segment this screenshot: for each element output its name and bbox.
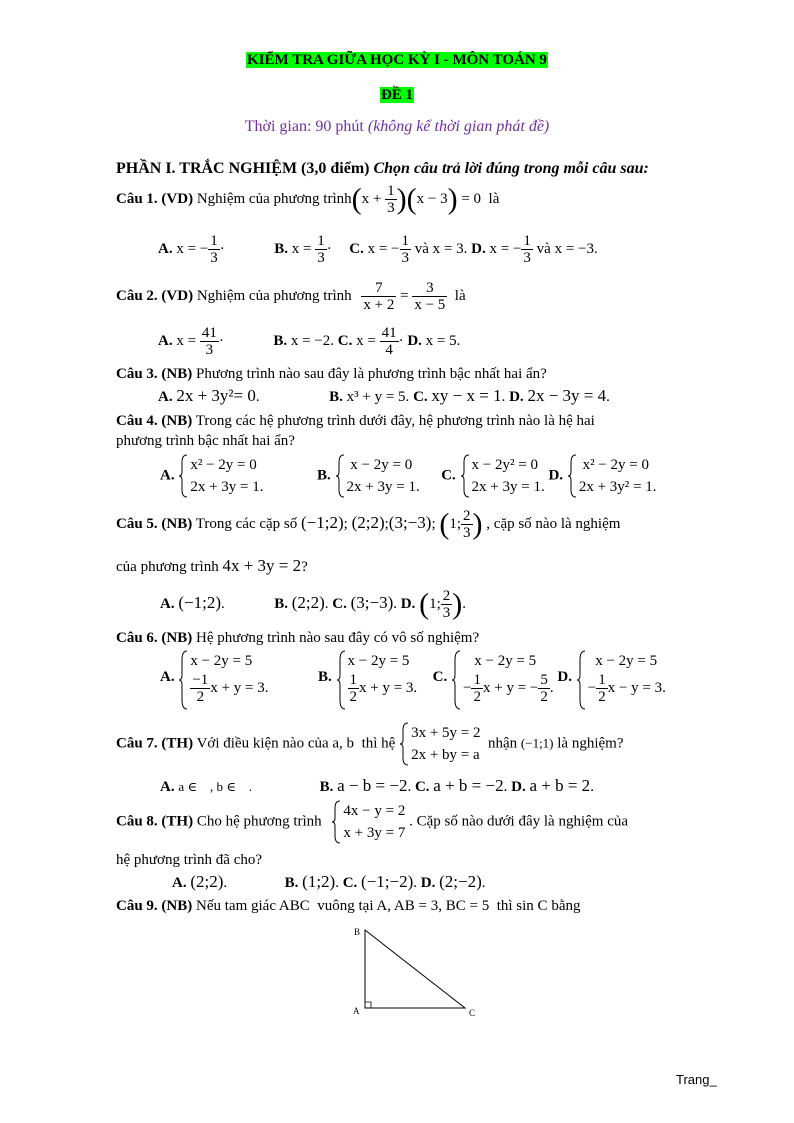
question-5: Câu 5. (NB) Trong các cặp số (−1;2); (2;2);(3;−3); (1; $\frac{2}{3}$ ) , cặp số nào là nghiệm [116, 507, 621, 541]
time-info: Thời gian: 90 phút (không kể thời gian phát đề) [244, 118, 550, 135]
question-9: Câu 9. (NB) Nếu tam giác ABC vuông tại A, AB = 3, BC = 5 thì sin C bằng [116, 898, 581, 914]
exam-code: ĐỀ 1 [380, 87, 414, 103]
q2-options: A. x = $\frac{41}{3}$ · B. x = −2. C. x = $\frac{41}{4}$ · D. x = 5. [158, 325, 461, 358]
q1-options: A. x = − $\frac{1}{3}$ · B. x = $\frac{1}{3}$ · C. x = − $\frac{1}{3}$ và x = 3. D. x = − $\frac{1}{3}$ và x = −3. [158, 233, 598, 266]
question-8: Câu 8. (TH) Cho hệ phương trình 4x − y = 2 x + 3y = 7 . Cặp số nào dưới đây là nghiệm của [116, 803, 629, 841]
vertex-a-label: A [353, 1006, 360, 1016]
q5-line2: của phương trình 4x + 3y = 2? [116, 556, 308, 575]
q4-options: A. x² − 2y = 0 2x + 3y = 1. B. x − 2y = 0 2x + 3y = 1. C. x − 2y² = 0 2x + 3y = 1. D. x² − 2y = 0 2x + 3y² = 1. [160, 457, 657, 495]
part1-heading: PHẦN I. TRẮC NGHIỆM (3,0 điểm) Chọn câu trả lời đúng trong mỗi câu sau: [116, 160, 649, 177]
exam-title: KIỂM TRA GIỮA HỌC KỲ I - MÔN TOÁN 9 [247, 52, 547, 68]
page-footer: Trang_ [676, 1072, 717, 1087]
q8-options: A. (2;2). B. (1;2). C. (−1;−2). D. (2;−2). [172, 872, 486, 891]
q7-options: A. a ∈ , b ∈ . B. a − b = −2. C. a + b = −2. D. a + b = 2. [160, 776, 594, 795]
q6-options: A. x − 2y = 5 $\frac{-1}{2}$ x + y = 3. B. x − 2y = 5 $\frac{1}{2}$ x + y = 3. C. x − 2y = 5 − $\frac{1}{2}$ x + y = − $\frac{5}{2}$ . D. x − 2y = 5 − $\frac{1}{2}$ x − y = 3. [160, 650, 666, 705]
vertex-c-label: C [469, 1008, 476, 1018]
q5-options: A. (−1;2). B. (2;2). C. (3;−3). D. (1; $\frac{2}{3}$ ). [160, 587, 467, 621]
question-6: Câu 6. (NB) Hệ phương trình nào sau đây có vô số nghiệm? [116, 630, 480, 646]
question-1: Câu 1. (VD) Nghiệm của phương trình(x + $\frac{1}{3}$ )(x − 3) = 0 là [116, 182, 500, 216]
question-2: Câu 2. (VD) Nghiệm của phương trình $\frac{7}{x + 2}$ = $\frac{3}{x - 5}$ là [116, 280, 466, 313]
question-4: Câu 4. (NB) Trong các hệ phương trình dưới đây, hệ phương trình nào là hệ hai phương trình bậc nhất hai ẩn? [116, 413, 595, 449]
triangle-figure [345, 922, 485, 1022]
q3-options: A. 2x + 3y²= 0. B. x³ + y = 5. C. xy − x = 1. D. 2x − 3y = 4. [158, 386, 610, 405]
question-3: Câu 3. (NB) Phương trình nào sau đây là phương trình bậc nhất hai ẩn? [116, 366, 547, 382]
vertex-b-label: B [354, 927, 361, 937]
q8-line2: hệ phương trình đã cho? [116, 852, 263, 868]
question-7: Câu 7. (TH) Với điều kiện nào của a, b thì hệ 3x + 5y = 2 2x + by = a nhận (−1;1) là nghiệm? [116, 725, 624, 763]
